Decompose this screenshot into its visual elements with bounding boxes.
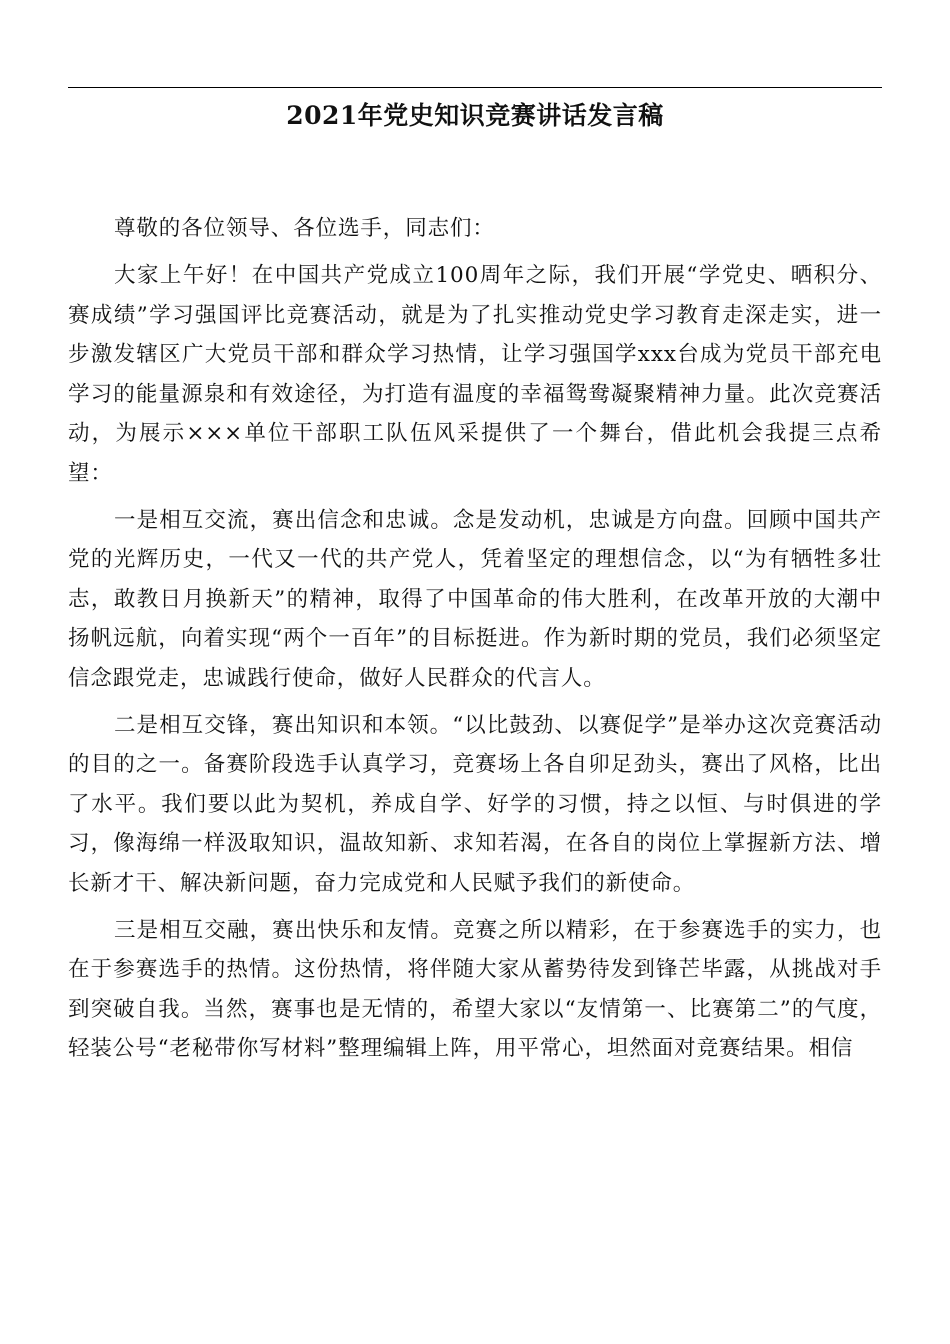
- document-title: 2021年党史知识竞赛讲话发言稿: [286, 101, 664, 130]
- point-two-paragraph: 二是相互交锋，赛出知识和本领。“以比鼓劲、以赛促学”是举办这次竞赛活动的目的之一。备赛阶段选手认真学习，竞赛场上各自卯足劲头，赛出了风格，比出了水平。我们要以此为契机，养成自学、好学的习惯，持之以恒、与时俱进的学习，像海绵一样汲取知识，温故知新、求知若渴，在各自的岗位上掌握新方法、增长新才干、解决新问题，奋力完成党和人民赋予我们的新使命。: [68, 712, 882, 896]
- point-one-paragraph: 一是相互交流，赛出信念和忠诚。念是发动机，忠诚是方向盘。回顾中国共产党的光辉历史，一代又一代的共产党人，凭着坚定的理想信念，以“为有牺牲多壮志，敢教日月换新天”的精神，取得了中国革命的伟大胜利，在改革开放的大潮中扬帆远航，向着实现“两个一百年”的目标挺进。作为新时期的党员，我们必须坚定信念跟党走，忠诚践行使命，做好人民群众的代言人。: [68, 507, 882, 691]
- salutation-paragraph: 尊敬的各位领导、各位选手，同志们：: [114, 216, 495, 241]
- document-body: [68, 209, 882, 1076]
- opening-paragraph: 大家上午好！在中国共产党成立100周年之际，我们开展“学党史、晒积分、赛成绩”学习强国评比竞赛活动，就是为了扎实推动党史学习教育走深走实，进一步激发辖区广大党员干部和群众学习热情，让学习强国学xxx台成为党员干部充电学习的能量源泉和有效途径，为打造有温度的幸福鸳鸯凝聚精神力量。此次竞赛活动，为展示×××单位干部职工队伍风采提供了一个舞台，借此机会我提三点希望：: [68, 263, 882, 486]
- point-three-paragraph: 三是相互交融，赛出快乐和友情。竞赛之所以精彩，在于参赛选手的实力，也在于参赛选手的热情。这份热情，将伴随大家从蓄势待发到锋芒毕露，从挑战对手到突破自我。当然，赛事也是无情的，希望大家以“友情第一、比赛第二”的气度，轻装公号“老秘带你写材料”整理编辑上阵，用平常心，坦然面对竞赛结果。相信: [68, 917, 882, 1061]
- header-rule: [68, 87, 882, 88]
